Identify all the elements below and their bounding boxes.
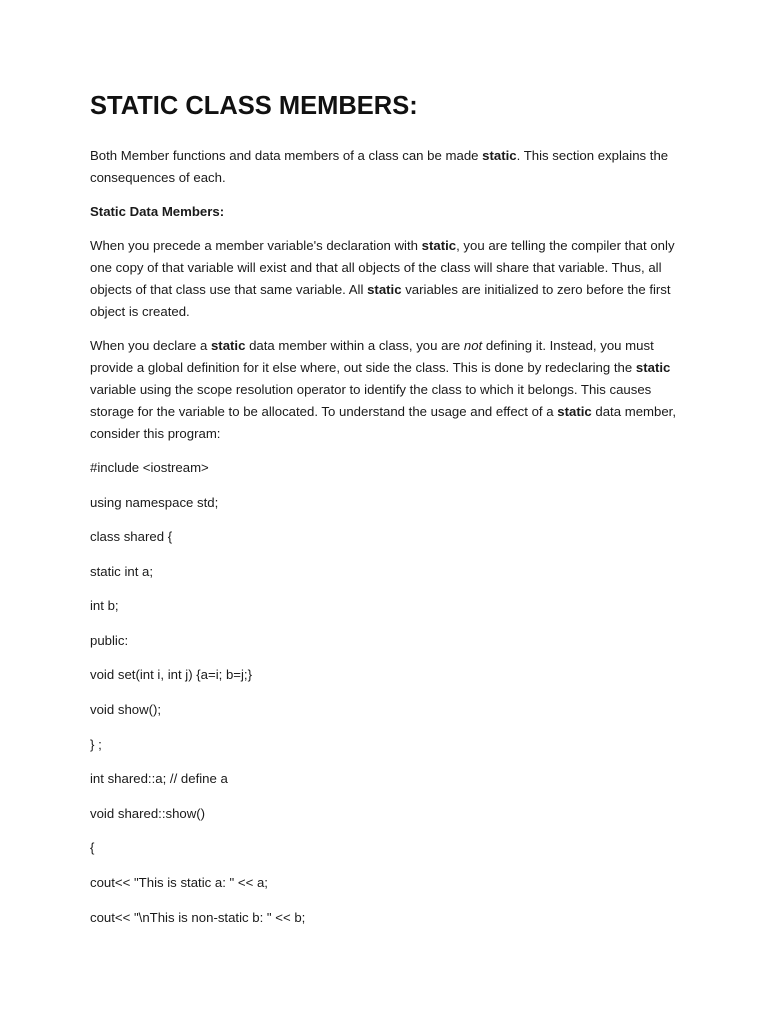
code-line-brace-open: { (90, 840, 95, 855)
code-line-set: void set(int i, int j) {a=i; b=j;} (90, 667, 252, 682)
para2-text-4: variable using the scope resolution operator to identify the class to which it belongs. This causes storage for the variable to be allocated. To understand the usage and effect of a (90, 382, 652, 419)
para2-text-3: defining it. Instead, you must provide a global definition for it else where, out side the class. This is done by redeclaring the (90, 338, 654, 375)
page-title: STATIC CLASS MEMBERS: (90, 92, 418, 120)
para1-text-1: When you precede a member variable's declaration with (90, 238, 422, 253)
para1-bold-static-1: static (421, 238, 457, 253)
declaration-paragraph (90, 335, 680, 445)
code-line-static-int: static int a; (90, 564, 154, 579)
code-line-show-decl: void show(); (90, 702, 162, 717)
intro-bold-static: static (482, 148, 517, 163)
code-line-class-close: } ; (90, 737, 102, 752)
intro-text-1: Both Member functions and data members of a class can be made (90, 148, 483, 163)
code-line-public: public: (90, 633, 129, 648)
section-subheading: Static Data Members: (90, 204, 225, 219)
code-line-show-def: void shared::show() (90, 806, 206, 821)
para1-text-2: , you are telling the compiler that only one copy of that variable will exist and that all objects of the class will share that variable. Thus, all objects of that class use that same variable. All (90, 238, 675, 297)
para2-text-5: data member, consider this program: (90, 404, 677, 441)
para2-bold-static-3: static (557, 404, 592, 419)
code-line-class-open: class shared { (90, 529, 173, 544)
para2-italic-not: not (463, 338, 483, 353)
para1-bold-static-2: static (367, 282, 402, 297)
para2-bold-static-1: static (210, 338, 246, 353)
code-line-cout-nonstatic: cout<< "\nThis is non-static b: " << b; (90, 910, 306, 925)
para1-text-3: variables are initialized to zero before the first object is created. (90, 282, 671, 319)
para2-text-2: data member within a class, you are (245, 338, 464, 353)
code-line-define-a: int shared::a; // define a (90, 771, 228, 786)
intro-text-2: . This section explains the consequences of each. (90, 148, 669, 185)
code-line-include: #include <iostream> (90, 460, 209, 475)
para2-bold-static-2: static (635, 360, 671, 375)
static-members-paragraph (90, 235, 680, 323)
intro-paragraph (90, 145, 680, 189)
code-line-namespace: using namespace std; (90, 495, 219, 510)
code-line-cout-static: cout<< "This is static a: " << a; (90, 875, 268, 890)
code-line-int-b: int b; (90, 598, 119, 613)
para2-text-1: When you declare a (90, 338, 211, 353)
